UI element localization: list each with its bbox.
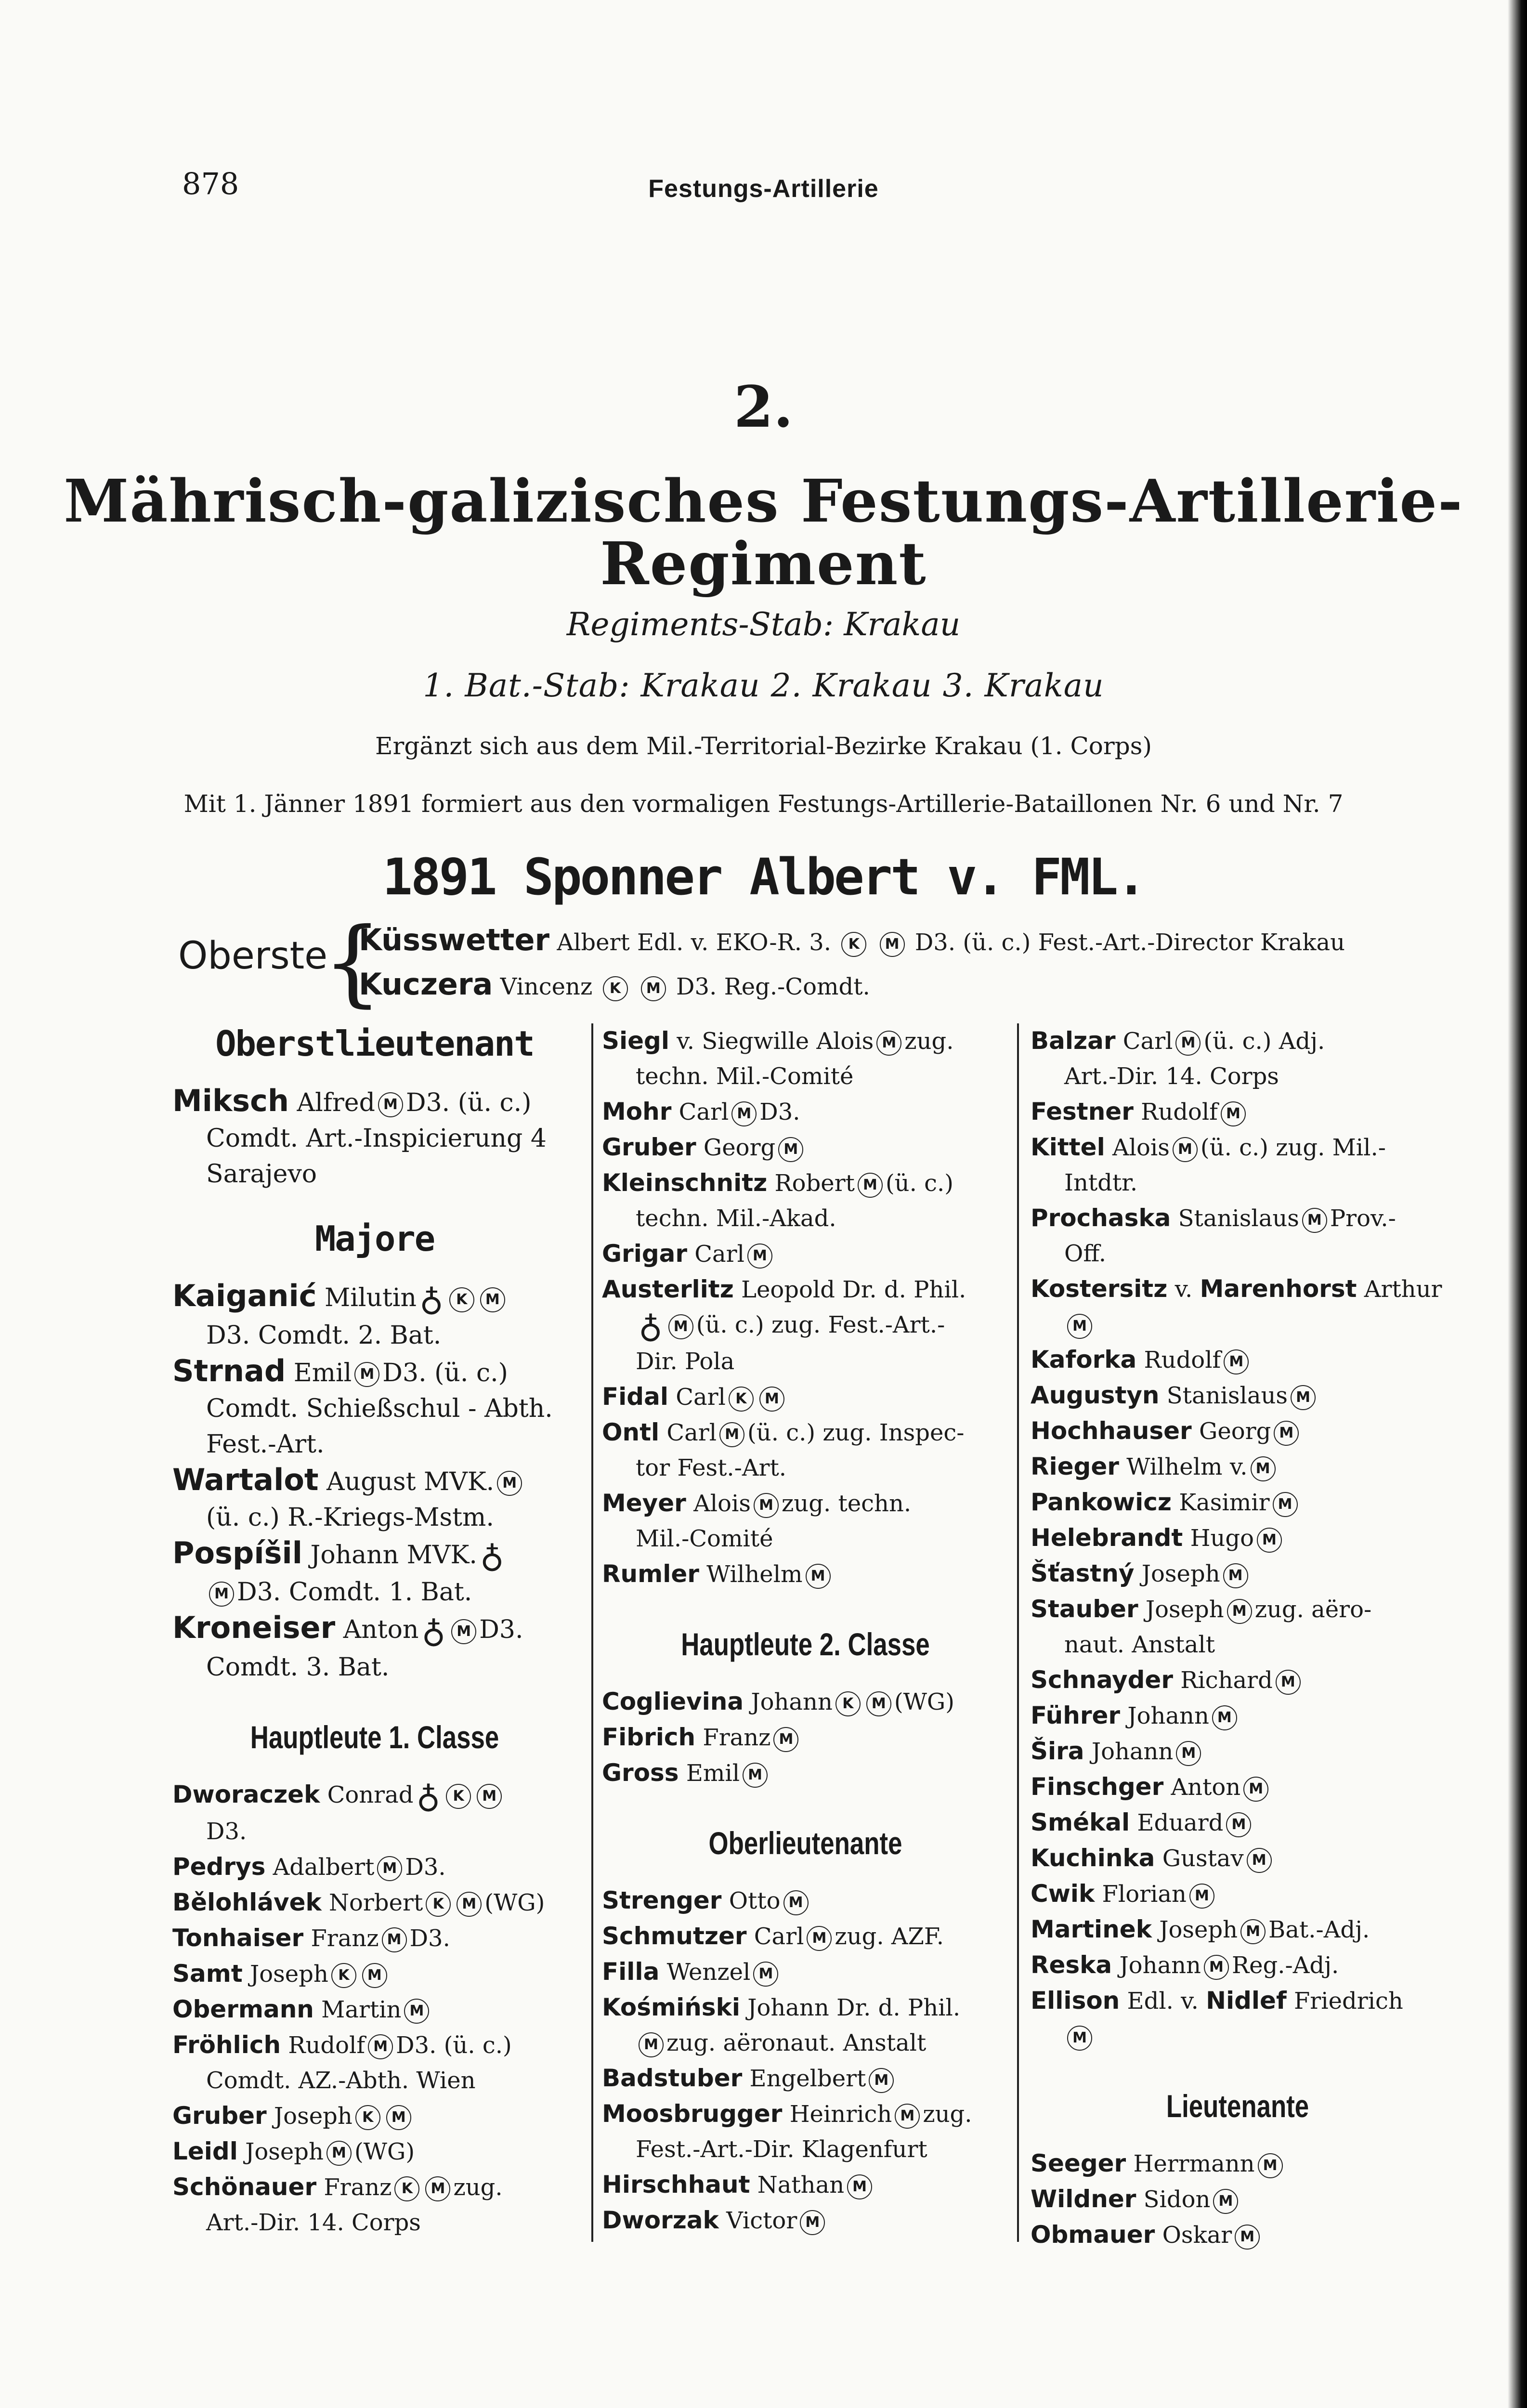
officer-entry: Strenger Otto M (602, 1883, 1009, 1919)
erganzt-line: Ergänzt sich aus dem Mil.-Territorial-Bezirke Krakau (1. Corps) (375, 732, 1152, 760)
officer-entry: Finschger Anton M (1031, 1769, 1445, 1805)
oberste-row: Kuczera Vincenz K M D3. Reg.-Comdt. (359, 967, 870, 1002)
officer-entry: Miksch Alfred M D3. (ü. c.) Comdt. Art.-Inspicierung 4 Sarajevo (172, 1083, 547, 1189)
officer-entry: Balzar Carl M (ü. c.) Adj. Art.-Dir. 14. Corps (1031, 1027, 1325, 1090)
officer-entry: Leidl Joseph M (WG) (172, 2137, 415, 2165)
officer-name: Küsswetter (359, 922, 550, 957)
officer-entry: Rieger Wilhelm v. M (1031, 1449, 1445, 1485)
inhaber: 1891 Sponner Albert v. FML. (382, 848, 1145, 906)
regiments-stab: Regiments-Stab: Krakau (566, 606, 961, 643)
running-head: Festungs-Artillerie (648, 175, 879, 203)
officer-entry: Stauber Joseph M zug. aëro- naut. Anstalt (1031, 1595, 1372, 1658)
officer-entry: Obermann Martin M (172, 1992, 577, 2028)
regiment-title-line1: Mährisch-galizisches Festungs-Artillerie- (64, 466, 1463, 536)
page-edge (1508, 0, 1527, 2408)
officer-entry: Fibrich Franz M (602, 1720, 1009, 1755)
orden-symbol: ♁ (419, 1280, 444, 1319)
officer-entry: Gruber Joseph K M (172, 2098, 577, 2134)
column-rule (1017, 1023, 1019, 2242)
officer-entry: Kuchinka Gustav M (1031, 1841, 1445, 1876)
page-number: 878 (182, 166, 239, 201)
officer-entry: Samt Joseph K M (172, 1956, 577, 1992)
officer-entry: Ellison Edl. v. Nidlef Friedrich M (1031, 1983, 1445, 2054)
k-mark: K (603, 976, 628, 1001)
brace: { (323, 907, 383, 1017)
officer-entry: Gruber Georg M (602, 1130, 1009, 1165)
regiment-title-line2: Regiment (600, 529, 927, 598)
formiert-line: Mit 1. Jänner 1891 formiert aus den vormaligen Festungs-Artillerie-Bataillonen Nr. 6 und Nr. 7 (183, 790, 1344, 818)
officer-entry: Rumler Wilhelm M (602, 1557, 1009, 1592)
officer-entry: Führer Johann M (1031, 1698, 1445, 1734)
column-2 (602, 1023, 1009, 2238)
officer-entry: Wartalot August MVK. M (ü. c.) R.-Kriegs-Mstm. (172, 1462, 577, 1535)
officer-entry: Kaiganić Milutin♁ K M D3. Comdt. 2. Bat. (172, 1278, 577, 1353)
section-heading: Hauptleute 1. Classe (250, 1719, 499, 1755)
officer-entry: Siegl v. Siegwille Alois M zug. techn. Mil.-Comité (602, 1027, 954, 1090)
officer-entry: Kroneiser Anton♁ M D3. Comdt. 3. Bat. (172, 1610, 523, 1682)
section-heading: Oberstlieutenant (215, 1023, 534, 1064)
officer-entry: Pankowicz Kasimir M (1031, 1485, 1445, 1520)
regiment-title (0, 466, 1527, 598)
officer-entry: Grigar Carl M (602, 1236, 1009, 1272)
officer-entry: Obmauer Oskar M (1031, 2217, 1445, 2253)
officer-entry: Cwik Florian M (1031, 1876, 1445, 1912)
officer-entry: Pedrys Adalbert M D3. (172, 1852, 446, 1881)
m-mark: M (641, 976, 666, 1001)
officer-entry: Kostersitz v. Marenhorst Arthur M (1031, 1271, 1445, 1342)
m-mark: M (880, 932, 905, 957)
officer-entry: Kleinschnitz Robert M (ü. c.) techn. Mil.-Akad. (602, 1169, 953, 1232)
officer-entry: Wildner Sidon M (1031, 2182, 1445, 2217)
officer-entry: Smékal Eduard M (1031, 1805, 1445, 1841)
officer-entry: Austerlitz Leopold Dr. d. Phil. ♁ M (ü. c.) zug. Fest.-Art.- Dir. Pola (602, 1275, 966, 1375)
k-mark: K (841, 932, 866, 957)
officer-entry: Fidal Carl K M (602, 1379, 1009, 1415)
officer-entry: Šťastný Joseph M (1031, 1556, 1445, 1592)
officer-entry: Fröhlich Rudolf M D3. (ü. c.) Comdt. AZ.-Abth. Wien (172, 2030, 512, 2094)
officer-entry: Kośmiński Johann Dr. d. Phil. M zug. aëronaut. Anstalt (602, 1993, 961, 2056)
officer-entry: Hochhauser Georg M (1031, 1413, 1445, 1449)
officer-entry: Coglievina Johann K M (WG) (602, 1688, 954, 1715)
officer-entry: Strnad Emil M D3. (ü. c.) Comdt. Schießschul - Abth. Fest.-Art. (172, 1353, 553, 1459)
officer-entry: Schmutzer Carl M zug. AZF. (602, 1922, 944, 1950)
regiment-number: 2. (733, 373, 794, 440)
officer-entry: Schönauer Franz K M zug. Art.-Dir. 14. Corps (172, 2172, 503, 2236)
column-1 (172, 1023, 577, 2240)
column-rule (591, 1023, 593, 2242)
officer-entry: Mohr Carl M D3. (602, 1098, 800, 1125)
officer-entry: Badstuber Engelbert M (602, 2061, 1009, 2096)
officer-entry: Kittel Alois M (ü. c.) zug. Mil.- Intdtr. (1031, 1133, 1386, 1196)
officer-entry: Reska Johann M Reg.-Adj. (1031, 1951, 1339, 1979)
bat-stab: 1. Bat.-Stab: Krakau 2. Krakau 3. Krakau (423, 667, 1104, 704)
section-heading: Hauptleute 2. Classe (681, 1626, 930, 1662)
officer-entry: Helebrandt Hugo M (1031, 1520, 1445, 1556)
officer-entry: Gross Emil M (602, 1755, 1009, 1791)
officer-entry: Šira Johann M (1031, 1734, 1445, 1769)
officer-entry: Kaforka Rudolf M (1031, 1342, 1445, 1378)
section-heading: Oberlieutenante (708, 1825, 902, 1861)
officer-entry: Bělohlávek Norbert K M (WG) (172, 1888, 545, 1916)
section-heading: Majore (314, 1218, 435, 1259)
officer-entry: Ontl Carl M (ü. c.) zug. Inspec- tor Fest.-Art. (602, 1418, 965, 1481)
officer-entry: Martinek Joseph M Bat.-Adj. (1031, 1915, 1370, 1943)
officer-entry: Pospíšil Johann MVK.♁ M D3. Comdt. 1. Bat. (172, 1535, 504, 1607)
column-3 (1031, 1023, 1445, 2253)
officer-entry: Prochaska Stanislaus M Prov.- Off. (1031, 1204, 1396, 1267)
officer-name: Kuczera (359, 967, 493, 1002)
officer-entry: Festner Rudolf M (1031, 1094, 1445, 1130)
officer-entry: Dworaczek Conrad♁ K M D3. (172, 1777, 577, 1849)
officer-entry: Filla Wenzel M (602, 1954, 1009, 1990)
oberste-row: Küsswetter Albert Edl. v. EKO-R. 3. K M D3. (ü. c.) Fest.-Art.-Director Krakau (359, 922, 1345, 957)
oberste-label: Oberste (178, 934, 328, 978)
officer-entry: Tonhaiser Franz M D3. (172, 1924, 450, 1952)
officer-entry: Meyer Alois M zug. techn. Mil.-Comité (602, 1489, 912, 1552)
officer-entry: Moosbrugger Heinrich M zug. Fest.-Art.-Dir. Klagenfurt (602, 2100, 972, 2163)
officer-entry: Augustyn Stanislaus M (1031, 1378, 1445, 1413)
officer-entry: Dworzak Victor M (602, 2203, 1009, 2238)
officer-entry: Schnayder Richard M (1031, 1662, 1445, 1698)
section-heading: Lieutenante (1166, 2088, 1309, 2124)
officer-entry: Seeger Herrmann M (1031, 2146, 1445, 2182)
officer-entry: Hirschhaut Nathan M (602, 2167, 1009, 2203)
